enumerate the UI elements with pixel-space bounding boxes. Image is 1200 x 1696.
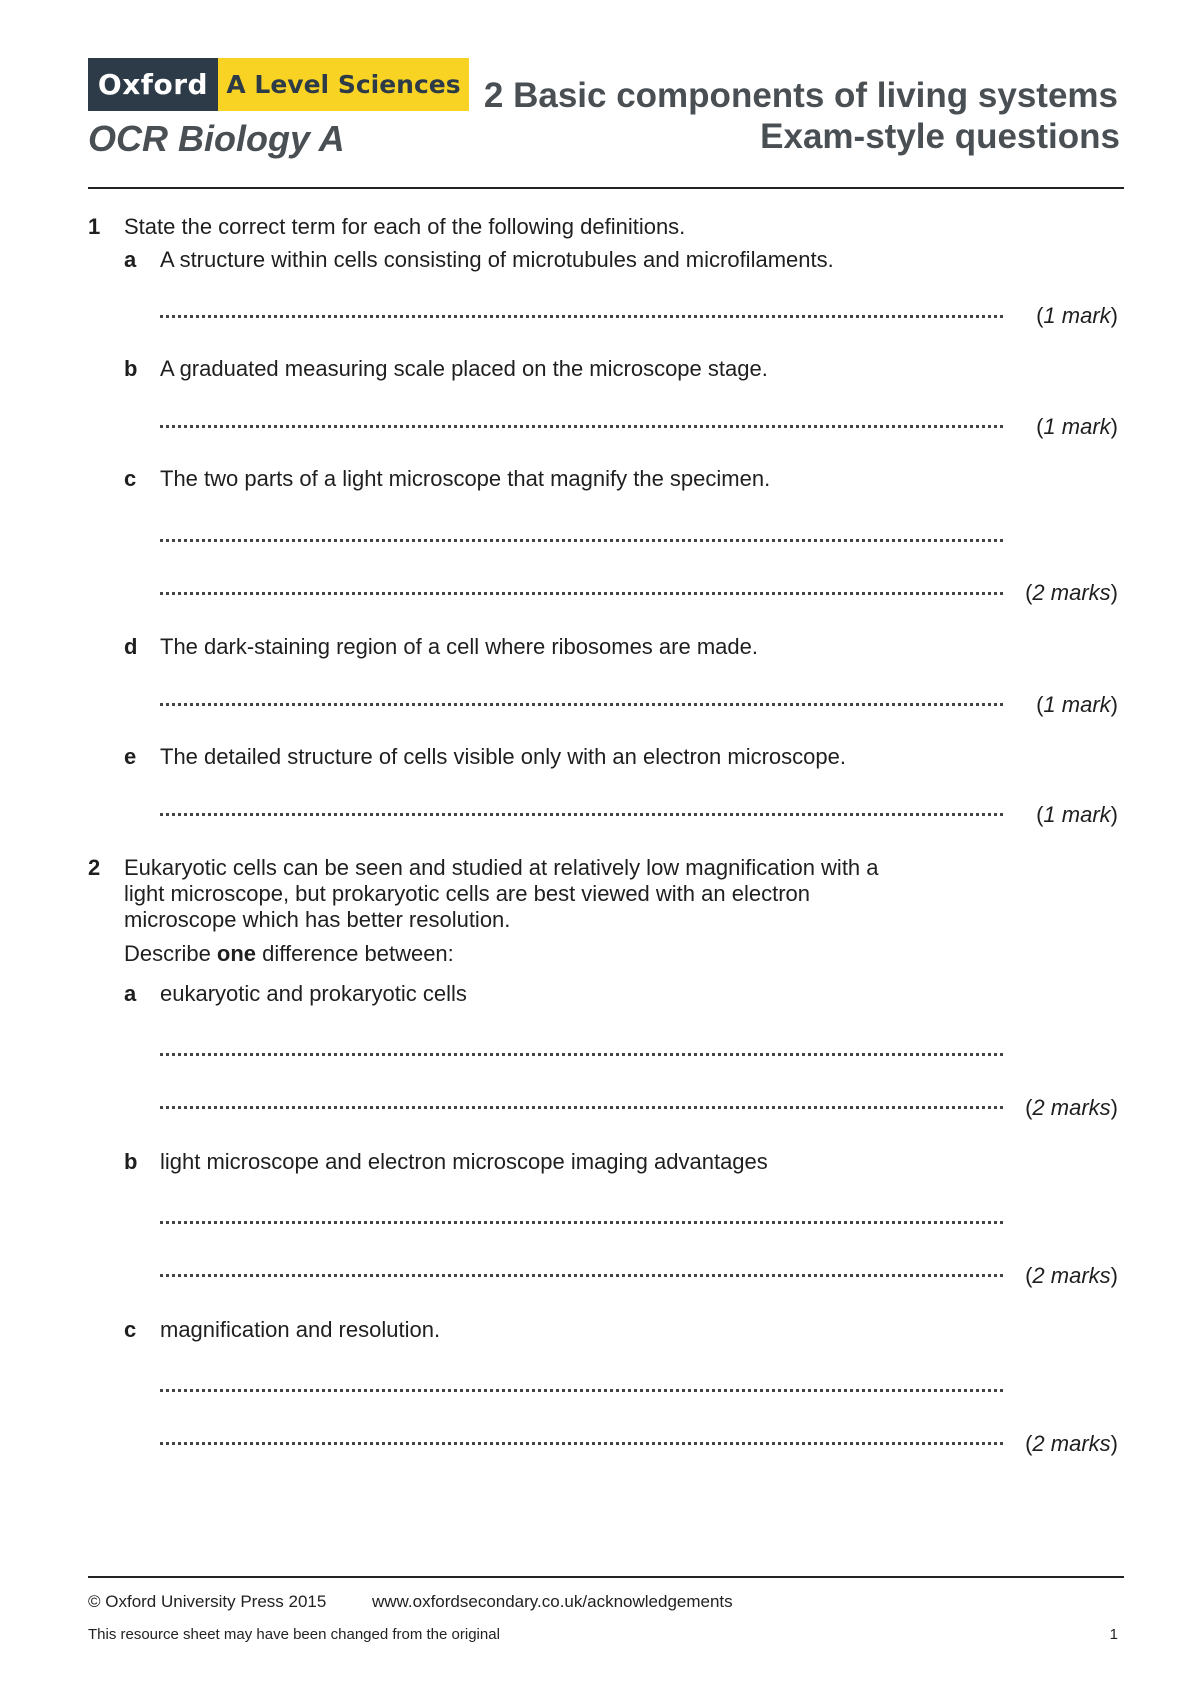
marks-1d: (1 mark) bbox=[1036, 692, 1118, 717]
question-2-instruction bbox=[124, 941, 454, 967]
question-2-stem-line-2: light microscope, but prokaryotic cells are best viewed with an electron bbox=[124, 881, 810, 906]
marks-1c: (2 marks) bbox=[1025, 580, 1118, 605]
answer-line-1b[interactable] bbox=[160, 425, 1003, 428]
page-number: 1 bbox=[1109, 1626, 1118, 1643]
question-1a-text: A structure within cells consisting of microtubules and microfilaments. bbox=[160, 247, 834, 272]
brand-oxford-label: Oxford bbox=[88, 58, 218, 111]
course-title: OCR Biology A bbox=[88, 118, 345, 159]
answer-line-1c-2[interactable] bbox=[160, 592, 1003, 595]
marks-1a: (1 mark) bbox=[1036, 303, 1118, 328]
answer-line-2c-1[interactable] bbox=[160, 1389, 1003, 1392]
brand-logo bbox=[88, 58, 469, 111]
answer-line-2a-2[interactable] bbox=[160, 1106, 1003, 1109]
question-1-number: 1 bbox=[88, 214, 101, 239]
question-2b-text: light microscope and electron microscope imaging advantages bbox=[160, 1149, 768, 1174]
answer-line-2c-2[interactable] bbox=[160, 1442, 1003, 1445]
question-2c-text: magnification and resolution. bbox=[160, 1317, 441, 1342]
question-1b-text: A graduated measuring scale placed on the microscope stage. bbox=[160, 356, 768, 381]
answer-line-1d[interactable] bbox=[160, 703, 1003, 706]
header-divider bbox=[88, 187, 1124, 189]
question-1d-letter: d bbox=[124, 634, 138, 659]
instruction-emphasis: one bbox=[216, 941, 257, 966]
marks-2c: (2 marks) bbox=[1025, 1431, 1118, 1456]
question-1-stem: State the correct term for each of the following definitions. bbox=[124, 214, 686, 239]
marks-1e: (1 mark) bbox=[1036, 802, 1118, 827]
footer-notice: This resource sheet may have been changed from the original bbox=[88, 1626, 500, 1643]
question-2-stem-line-1: Eukaryotic cells can be seen and studied at relatively low magnification with a bbox=[124, 855, 879, 880]
marks-2a: (2 marks) bbox=[1025, 1095, 1118, 1120]
question-1c-text: The two parts of a light microscope that magnify the specimen. bbox=[160, 466, 771, 491]
marks-2a-value: 2 marks bbox=[1032, 1095, 1111, 1120]
marks-1b: (1 mark) bbox=[1036, 414, 1118, 439]
question-2b-letter: b bbox=[124, 1149, 138, 1174]
question-1e-text: The detailed structure of cells visible only with an electron microscope. bbox=[160, 744, 846, 769]
marks-2b: (2 marks) bbox=[1025, 1263, 1118, 1288]
marks-2c-value: 2 marks bbox=[1032, 1431, 1111, 1456]
marks-1e-value: 1 mark bbox=[1043, 802, 1111, 827]
instruction-pre: Describe bbox=[124, 941, 217, 966]
question-1e-letter: e bbox=[124, 744, 137, 769]
answer-line-2a-1[interactable] bbox=[160, 1053, 1003, 1056]
question-2-stem-line-3: microscope which has better resolution. bbox=[124, 907, 511, 932]
answer-line-1e[interactable] bbox=[160, 813, 1003, 816]
answer-line-1c-1[interactable] bbox=[160, 539, 1003, 542]
question-2a-letter: a bbox=[124, 981, 137, 1006]
marks-2b-value: 2 marks bbox=[1032, 1263, 1111, 1288]
footer-copyright: © Oxford University Press 2015 bbox=[88, 1592, 327, 1611]
answer-line-2b-1[interactable] bbox=[160, 1221, 1003, 1224]
instruction-post: difference between: bbox=[256, 941, 454, 966]
answer-line-1a[interactable] bbox=[160, 315, 1003, 318]
answer-line-2b-2[interactable] bbox=[160, 1274, 1003, 1277]
marks-1a-value: 1 mark bbox=[1043, 303, 1111, 328]
question-2-number: 2 bbox=[88, 855, 101, 880]
marks-1c-value: 2 marks bbox=[1032, 580, 1111, 605]
chapter-title: 2 Basic components of living systems bbox=[483, 76, 1118, 115]
question-2a-text: eukaryotic and prokaryotic cells bbox=[160, 981, 467, 1006]
page-subtitle: Exam-style questions bbox=[760, 117, 1120, 156]
question-1d-text: The dark-staining region of a cell where ribosomes are made. bbox=[160, 634, 758, 659]
footer-url[interactable]: www.oxfordsecondary.co.uk/acknowledgements bbox=[372, 1592, 733, 1611]
question-1c-letter: c bbox=[124, 466, 137, 491]
brand-sciences-label: A Level Sciences bbox=[218, 58, 469, 111]
marks-1b-value: 1 mark bbox=[1043, 414, 1111, 439]
question-2c-letter: c bbox=[124, 1317, 137, 1342]
footer-divider bbox=[88, 1576, 1124, 1578]
marks-1d-value: 1 mark bbox=[1043, 692, 1111, 717]
question-1b-letter: b bbox=[124, 356, 138, 381]
question-1a-letter: a bbox=[124, 247, 137, 272]
